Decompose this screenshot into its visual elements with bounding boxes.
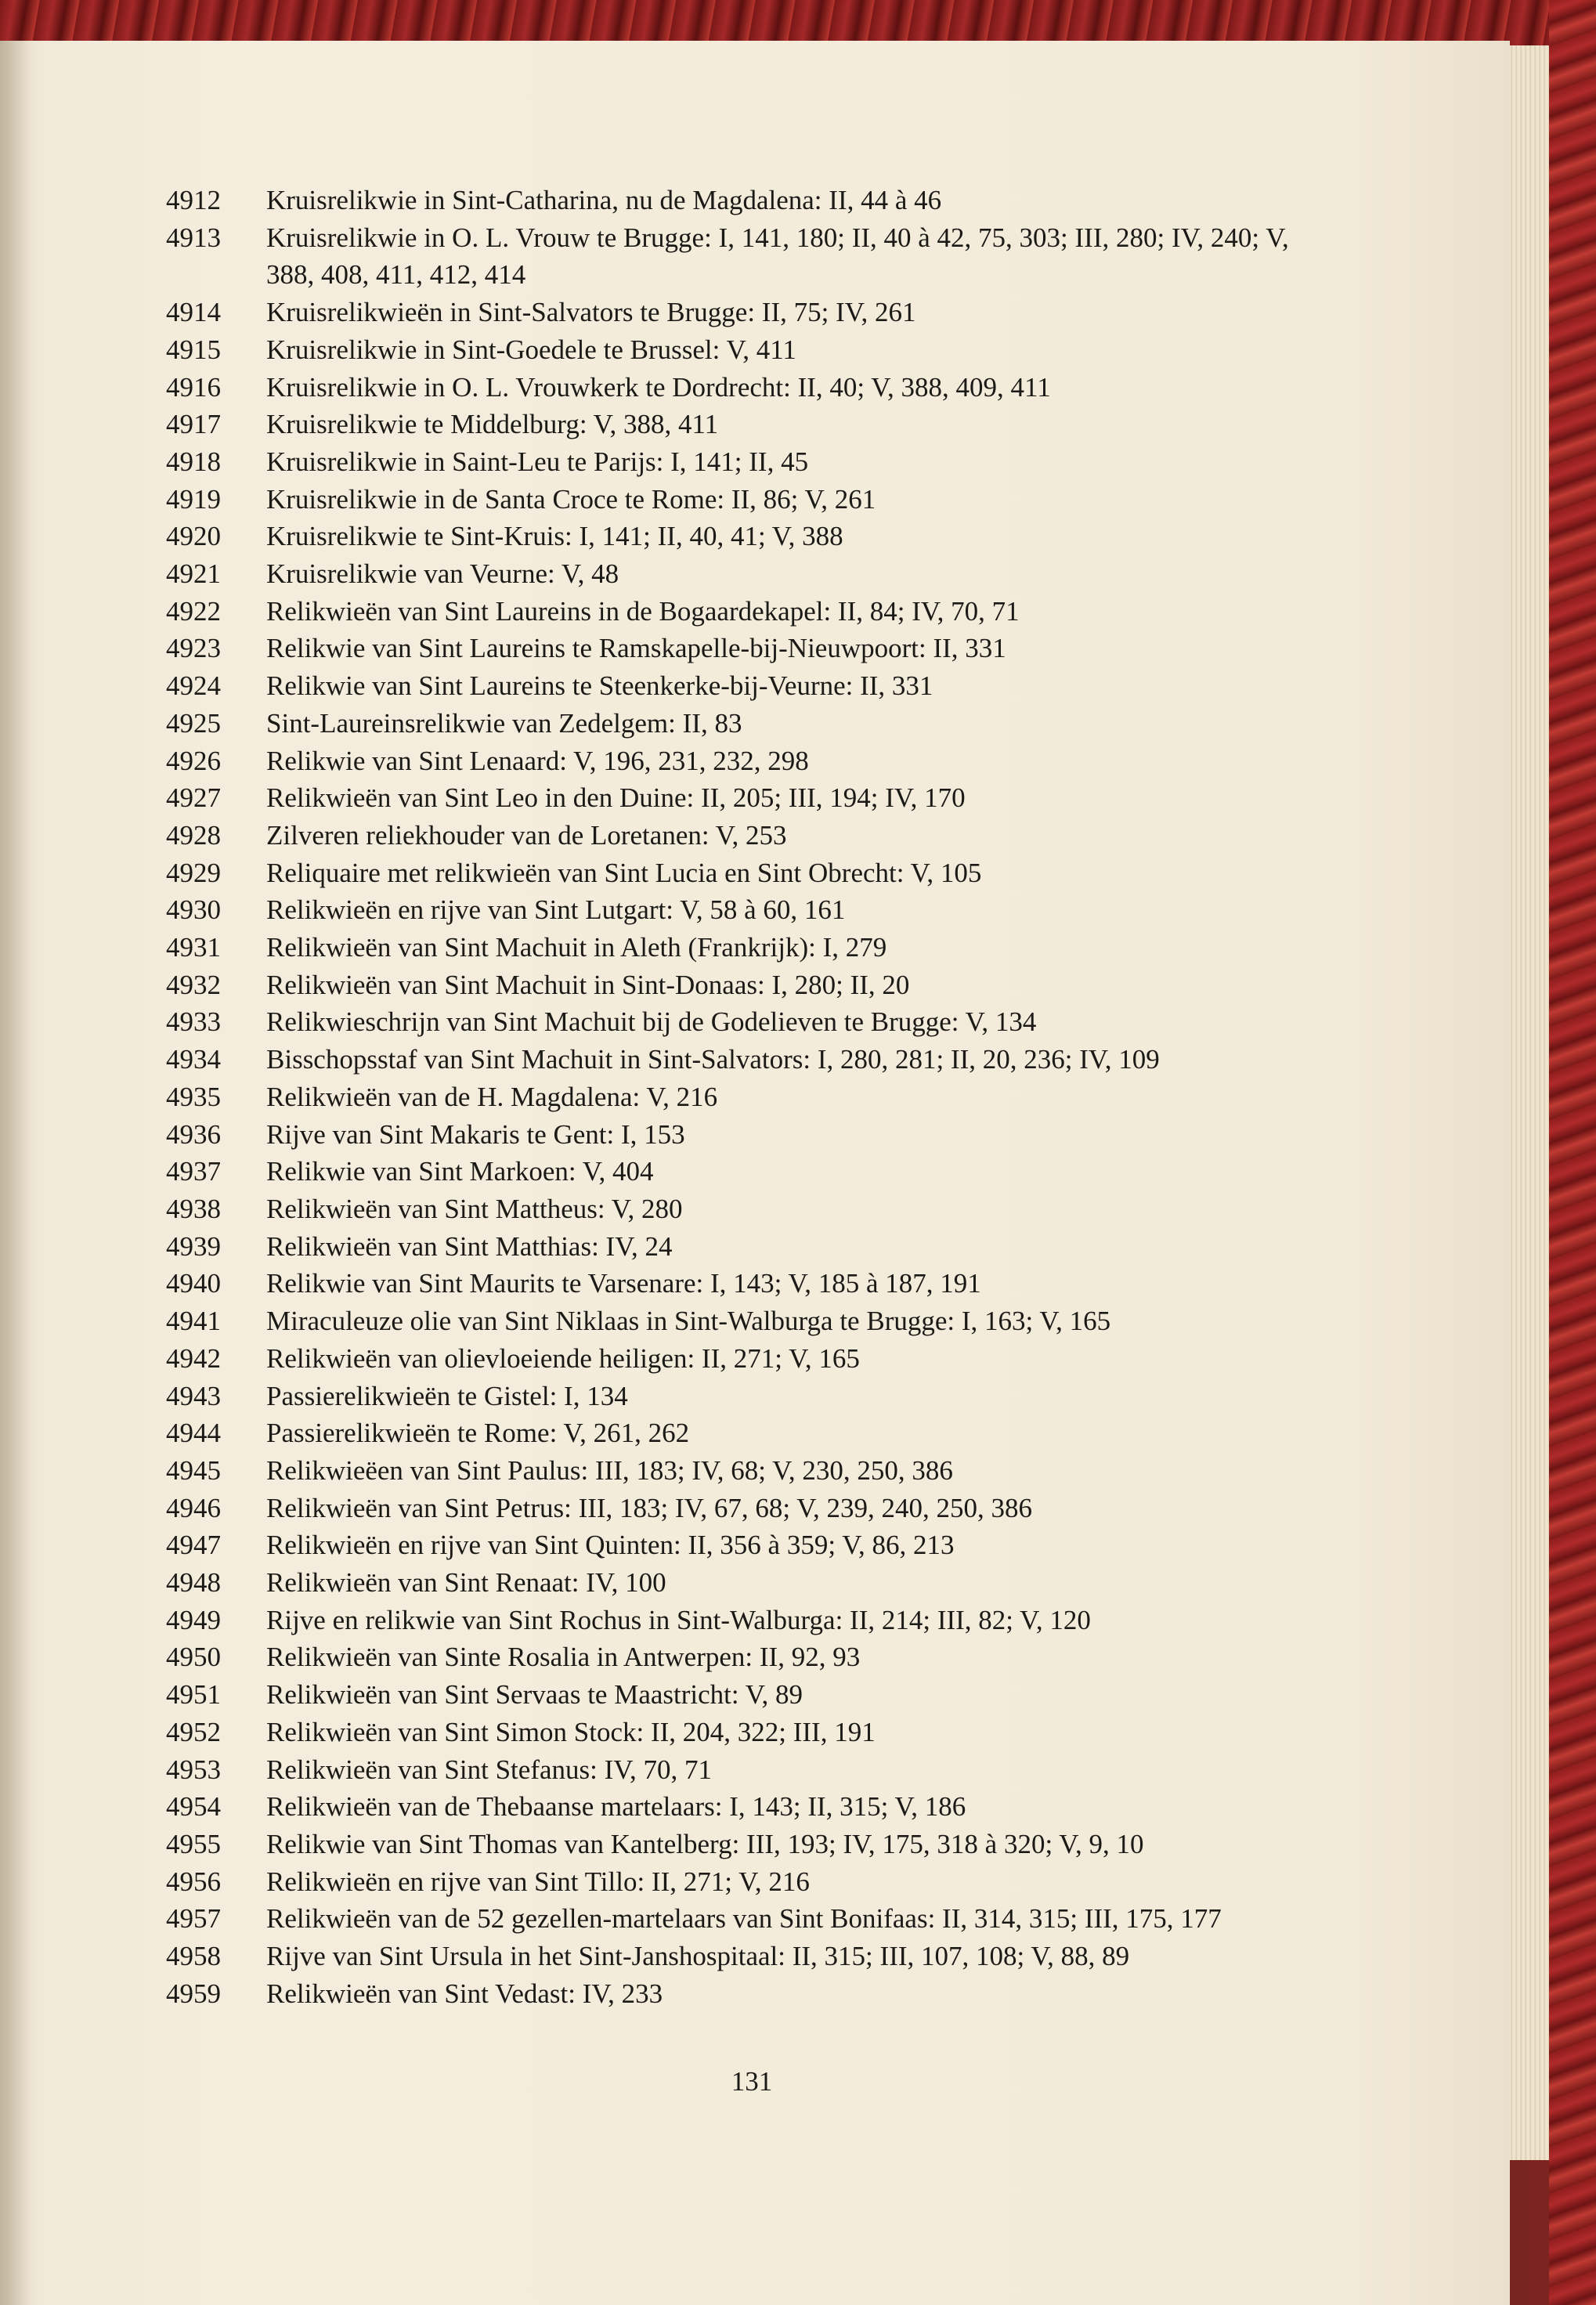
index-entry bbox=[166, 1751, 1333, 1789]
entry-number: 4925 bbox=[166, 707, 221, 739]
index-entry bbox=[166, 1714, 1333, 1751]
entry-text: Relikwieën van Sint Leo in den Duine: II, 205; III, 194; IV, 170 bbox=[266, 782, 966, 814]
entry-text: Relikwieën en rijve van Sint Quinten: II, 356 à 359; V, 86, 213 bbox=[266, 1530, 955, 1561]
entry-text: Bisschopsstaf van Sint Machuit in Sint-Salvators: I, 280, 281; II, 20, 236; IV, 109 bbox=[266, 1044, 1160, 1075]
index-entry bbox=[166, 891, 1333, 929]
entry-text: Kruisrelikwie in Sint-Goedele te Brussel: V, 411 bbox=[266, 334, 796, 365]
entry-text: Reliquaire met relikwieën van Sint Lucia en Sint Obrecht: V, 105 bbox=[266, 857, 982, 888]
index-entry bbox=[166, 854, 1333, 892]
entry-text: Relikwieëen van Sint Paulus: III, 183; IV, 68; V, 230, 250, 386 bbox=[266, 1454, 953, 1486]
entry-text: Relikwie van Sint Laureins te Steenkerke-bij-Veurne: II, 331 bbox=[266, 670, 933, 702]
index-entry bbox=[166, 742, 1333, 780]
entry-text: Relikwie van Sint Maurits te Varsenare: I, 143; V, 185 à 187, 191 bbox=[266, 1268, 981, 1299]
entry-number: 4947 bbox=[166, 1530, 221, 1561]
index-entry bbox=[166, 705, 1333, 742]
entry-text: Relikwieschrijn van Sint Machuit bij de Godelieven te Brugge: V, 134 bbox=[266, 1006, 1037, 1038]
entry-number: 4930 bbox=[166, 894, 221, 926]
entry-text: Relikwieën en rijve van Sint Tillo: II, 271; V, 216 bbox=[266, 1866, 810, 1897]
entry-text: Relikwieën van Sint Machuit in Aleth (Frankrijk): I, 279 bbox=[266, 932, 887, 963]
index-entry bbox=[166, 1228, 1333, 1266]
index-entry bbox=[166, 1003, 1333, 1041]
entry-number: 4931 bbox=[166, 932, 221, 963]
entry-text: Relikwieën van Sint Petrus: III, 183; IV, 67, 68; V, 239, 240, 250, 386 bbox=[266, 1492, 1033, 1523]
index-entry bbox=[166, 555, 1333, 593]
entry-number: 4919 bbox=[166, 483, 221, 515]
entry-number: 4936 bbox=[166, 1118, 221, 1150]
entry-number: 4943 bbox=[166, 1380, 221, 1411]
index-entry bbox=[166, 1788, 1333, 1826]
index-entry bbox=[166, 443, 1333, 481]
entry-number: 4937 bbox=[166, 1156, 221, 1187]
entry-text: Kruisrelikwie te Middelburg: V, 388, 411 bbox=[266, 409, 719, 440]
index-entry bbox=[166, 1078, 1333, 1116]
entry-number: 4927 bbox=[166, 782, 221, 814]
index-entry bbox=[166, 1975, 1333, 2013]
entry-text: Relikwie van Sint Lenaard: V, 196, 231, 232, 298 bbox=[266, 745, 809, 776]
index-entry bbox=[166, 406, 1333, 443]
entry-number: 4935 bbox=[166, 1081, 221, 1112]
entry-number: 4957 bbox=[166, 1903, 221, 1935]
entry-text: Relikwieën van Sint Matthias: IV, 24 bbox=[266, 1230, 673, 1262]
entry-text: Relikwieën van Sint Servaas te Maastricht: V, 89 bbox=[266, 1679, 803, 1711]
entry-text: Kruisrelikwie in Saint-Leu te Parijs: I, 141; II, 45 bbox=[266, 446, 809, 477]
entry-number: 4915 bbox=[166, 334, 221, 365]
index-entry bbox=[166, 369, 1333, 406]
entry-number: 4932 bbox=[166, 969, 221, 1000]
index-entry bbox=[166, 219, 1333, 294]
entry-text: Rijve en relikwie van Sint Rochus in Sint-Walburga: II, 214; III, 82; V, 120 bbox=[266, 1604, 1091, 1635]
entry-number: 4918 bbox=[166, 446, 221, 477]
entry-number: 4916 bbox=[166, 371, 221, 403]
index-entry bbox=[166, 929, 1333, 966]
entry-number: 4929 bbox=[166, 857, 221, 888]
entry-text: Relikwieën van de H. Magdalena: V, 216 bbox=[266, 1081, 718, 1112]
entry-number: 4928 bbox=[166, 819, 221, 851]
entry-text: Relikwieën en rijve van Sint Lutgart: V, 58 à 60, 161 bbox=[266, 894, 846, 926]
entry-text: Relikwieën van Sint Stefanus: IV, 70, 71 bbox=[266, 1754, 713, 1785]
entry-text: Kruisrelikwieën in Sint-Salvators te Brugge: II, 75; IV, 261 bbox=[266, 297, 916, 328]
entry-number: 4913 bbox=[166, 222, 221, 253]
entry-text: Kruisrelikwie in O. L. Vrouwkerk te Dordrecht: II, 40; V, 388, 409, 411 bbox=[266, 371, 1051, 403]
index-entry bbox=[166, 1490, 1333, 1527]
gutter-shadow bbox=[0, 41, 31, 2305]
entry-number: 4914 bbox=[166, 297, 221, 328]
entry-text: Kruisrelikwie in Sint-Catharina, nu de Magdalena: II, 44 à 46 bbox=[266, 185, 942, 215]
entry-text: Passierelikwieën te Rome: V, 261, 262 bbox=[266, 1418, 690, 1449]
index-entry bbox=[166, 481, 1333, 518]
index-entry bbox=[166, 630, 1333, 667]
entry-number: 4933 bbox=[166, 1006, 221, 1038]
index-entry bbox=[166, 1153, 1333, 1190]
entry-number: 4956 bbox=[166, 1866, 221, 1897]
index-entry-list bbox=[166, 182, 1333, 2012]
entry-number: 4921 bbox=[166, 558, 221, 590]
index-entry bbox=[166, 1938, 1333, 1975]
index-entry bbox=[166, 966, 1333, 1004]
entry-number: 4926 bbox=[166, 745, 221, 776]
entry-number: 4948 bbox=[166, 1567, 221, 1599]
entry-number: 4958 bbox=[166, 1941, 221, 1972]
index-entry bbox=[166, 667, 1333, 705]
entry-number: 4946 bbox=[166, 1492, 221, 1523]
entry-text: Relikwieën van olievloeiende heiligen: II, 271; V, 165 bbox=[266, 1342, 860, 1374]
index-entry bbox=[166, 1265, 1333, 1302]
index-entry bbox=[166, 1602, 1333, 1639]
entry-number: 4959 bbox=[166, 1978, 221, 2009]
index-entry bbox=[166, 1826, 1333, 1863]
cover-right-edge bbox=[1549, 0, 1596, 2305]
entry-text: Rijve van Sint Ursula in het Sint-Janshospitaal: II, 315; III, 107, 108; V, 88, 89 bbox=[266, 1941, 1130, 1972]
index-entry bbox=[166, 1676, 1333, 1714]
index-entry bbox=[166, 1378, 1333, 1415]
entry-text: Relikwieën van Sinte Rosalia in Antwerpen: II, 92, 93 bbox=[266, 1642, 861, 1673]
index-entry bbox=[166, 294, 1333, 331]
index-entry bbox=[166, 1116, 1333, 1154]
entry-text: Relikwie van Sint Markoen: V, 404 bbox=[266, 1156, 654, 1187]
index-entry bbox=[166, 779, 1333, 817]
entry-number: 4912 bbox=[166, 185, 221, 215]
index-entry bbox=[166, 1340, 1333, 1378]
index-entry bbox=[166, 1900, 1333, 1938]
index-entry bbox=[166, 1041, 1333, 1078]
page-stack-edge bbox=[1508, 45, 1549, 2160]
entry-text: Sint-Laureinsrelikwie van Zedelgem: II, 83 bbox=[266, 707, 742, 739]
index-entry bbox=[166, 817, 1333, 854]
entry-text: Passierelikwieën te Gistel: I, 134 bbox=[266, 1380, 628, 1411]
entry-text: Rijve van Sint Makaris te Gent: I, 153 bbox=[266, 1118, 685, 1150]
entry-number: 4945 bbox=[166, 1454, 221, 1486]
entry-text: Relikwie van Sint Laureins te Ramskapelle-bij-Nieuwpoort: II, 331 bbox=[266, 633, 1006, 664]
entry-number: 4941 bbox=[166, 1306, 221, 1337]
entry-number: 4922 bbox=[166, 595, 221, 627]
entry-text: Zilveren reliekhouder van de Loretanen: V, 253 bbox=[266, 819, 787, 851]
entry-number: 4944 bbox=[166, 1418, 221, 1449]
index-entry bbox=[166, 1638, 1333, 1676]
page-number: 131 bbox=[731, 2066, 773, 2097]
entry-number: 4951 bbox=[166, 1679, 221, 1711]
entry-text: Relikwie van Sint Thomas van Kantelberg: III, 193; IV, 175, 318 à 320; V, 9, 10 bbox=[266, 1828, 1144, 1859]
entry-number: 4953 bbox=[166, 1754, 221, 1785]
index-entry bbox=[166, 1452, 1333, 1490]
index-entry bbox=[166, 518, 1333, 555]
entry-text: Relikwieën van de Thebaanse martelaars: I, 143; II, 315; V, 186 bbox=[266, 1791, 966, 1823]
entry-number: 4934 bbox=[166, 1044, 221, 1075]
entry-number: 4954 bbox=[166, 1791, 221, 1823]
index-entry bbox=[166, 182, 1333, 219]
entry-number: 4938 bbox=[166, 1193, 221, 1224]
entry-text: Kruisrelikwie in de Santa Croce te Rome: II, 86; V, 261 bbox=[266, 483, 876, 515]
index-entry bbox=[166, 1863, 1333, 1901]
entry-text: Relikwieën van Sint Simon Stock: II, 204, 322; III, 191 bbox=[266, 1716, 876, 1747]
index-entry bbox=[166, 1190, 1333, 1228]
index-entry bbox=[166, 1302, 1333, 1340]
entry-text: Kruisrelikwie te Sint-Kruis: I, 141; II, 40, 41; V, 388 bbox=[266, 521, 843, 552]
entry-text: Relikwieën van Sint Mattheus: V, 280 bbox=[266, 1193, 683, 1224]
entry-text: Relikwieën van Sint Laureins in de Bogaardekapel: II, 84; IV, 70, 71 bbox=[266, 595, 1020, 627]
entry-number: 4917 bbox=[166, 409, 221, 440]
entry-text: Relikwieën van Sint Vedast: IV, 233 bbox=[266, 1978, 663, 2009]
index-entry bbox=[166, 1414, 1333, 1452]
entry-text: Kruisrelikwie van Veurne: V, 48 bbox=[266, 558, 619, 590]
index-entry bbox=[166, 593, 1333, 630]
index-entry bbox=[166, 1526, 1333, 1564]
entry-number: 4955 bbox=[166, 1828, 221, 1859]
entry-number: 4942 bbox=[166, 1342, 221, 1374]
entry-number: 4952 bbox=[166, 1716, 221, 1747]
entry-number: 4939 bbox=[166, 1230, 221, 1262]
entry-number: 4920 bbox=[166, 521, 221, 552]
entry-text: Kruisrelikwie in O. L. Vrouw te Brugge: I, 141, 180; II, 40 à 42, 75, 303; III, 280; IV, 240; V, 388, 408, 411, 412, 414 bbox=[266, 222, 1289, 291]
entry-text: Relikwieën van Sint Renaat: IV, 100 bbox=[266, 1567, 666, 1599]
entry-number: 4949 bbox=[166, 1604, 221, 1635]
entry-text: Relikwieën van de 52 gezellen-martelaars van Sint Bonifaas: II, 314, 315; III, 175, 177 bbox=[266, 1903, 1222, 1935]
entry-number: 4924 bbox=[166, 670, 221, 702]
index-entry bbox=[166, 331, 1333, 369]
index-entry bbox=[166, 1564, 1333, 1602]
entry-number: 4923 bbox=[166, 633, 221, 664]
entry-text: Miraculeuze olie van Sint Niklaas in Sint-Walburga te Brugge: I, 163; V, 165 bbox=[266, 1306, 1111, 1337]
entry-number: 4940 bbox=[166, 1268, 221, 1299]
entry-number: 4950 bbox=[166, 1642, 221, 1673]
entry-text: Relikwieën van Sint Machuit in Sint-Donaas: I, 280; II, 20 bbox=[266, 969, 910, 1000]
